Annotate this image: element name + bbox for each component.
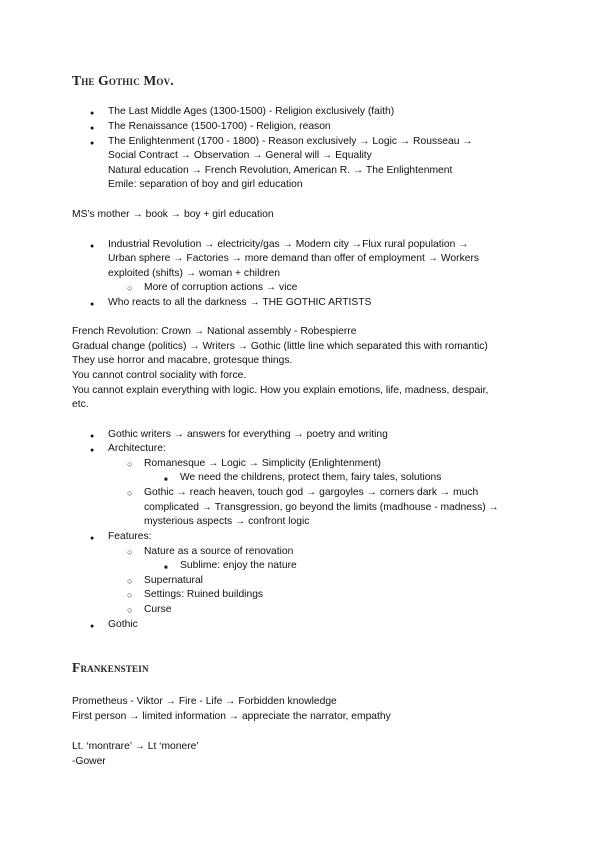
list-item-continuation: exploited (shifts) → woman + children	[108, 268, 280, 279]
bullet-icon	[90, 238, 94, 254]
sub-list-item: Settings: Ruined buildings	[144, 589, 264, 600]
paragraph-line: French Revolution: Crown → National assembly - Robespierre	[72, 326, 357, 337]
sub-list-item: Gothic → reach heaven, touch god → gargoyles → corners dark → much	[144, 487, 479, 498]
heading-frankenstein: Frankenstein	[72, 660, 149, 675]
sub-bullet-icon	[127, 588, 132, 602]
paragraph-line: etc.	[72, 399, 89, 410]
bullet-icon	[90, 618, 94, 634]
paragraph-line: Prometheus - Viktor → Fire - Life → Forbidden knowledge	[72, 696, 337, 707]
bullet-icon	[90, 296, 94, 312]
paragraph-line: First person → limited information → appreciate the narrator, empathy	[72, 711, 391, 722]
sub-bullet-icon	[127, 281, 132, 295]
list-item: Features:	[108, 531, 152, 542]
list-item: The Renaissance (1500-1700) - Religion, reason	[108, 121, 331, 132]
bullet-icon	[90, 530, 94, 546]
list-item-continuation: Social Contract → Observation → General will → Equality	[108, 150, 372, 161]
sub-list-item: Supernatural	[144, 575, 203, 586]
paragraph-line: You cannot explain everything with logic. How you explain emotions, life, madness, despair,	[72, 385, 489, 396]
sub-list-item: More of corruption actions → vice	[144, 282, 298, 293]
sub-list-item: Curse	[144, 604, 172, 615]
sub-bullet-icon	[127, 486, 132, 500]
list-item: Gothic	[108, 619, 138, 630]
square-bullet-icon	[164, 559, 168, 575]
list-item: The Enlightenment (1700 - 1800) - Reason exclusively → Logic → Rousseau →	[108, 136, 473, 147]
paragraph-line: They use horror and macabre, grotesque things.	[72, 355, 293, 366]
list-item-continuation: Emile: separation of boy and girl education	[108, 179, 303, 190]
list-item: The Last Middle Ages (1300-1500) - Religion exclusively (faith)	[108, 106, 395, 117]
sub-sub-list-item: Sublime: enjoy the nature	[180, 560, 297, 571]
list-item: Architecture:	[108, 443, 166, 454]
sub-sub-list-item: We need the childrens, protect them, fairy tales, solutions	[180, 472, 442, 483]
sub-bullet-icon	[127, 574, 132, 588]
sub-list-item-continuation: mysterious aspects → confront logic	[144, 516, 310, 527]
sub-bullet-icon	[127, 457, 132, 471]
bullet-icon	[90, 442, 94, 458]
paragraph-line: -Gower	[72, 756, 106, 767]
bullet-icon	[90, 120, 94, 136]
paragraph-line: Lt. ‘montrare’ → Lt ‘monere’	[72, 741, 199, 752]
sub-bullet-icon	[127, 545, 132, 559]
list-item: Industrial Revolution → electricity/gas → Modern city →Flux rural population →	[108, 239, 469, 250]
bullet-icon	[90, 135, 94, 151]
list-item: Gothic writers → answers for everything → poetry and writing	[108, 429, 388, 440]
sub-bullet-icon	[127, 603, 132, 617]
list-item-continuation: Natural education → French Revolution, American R. → The Enlightenment	[108, 165, 453, 176]
sub-list-item: Romanesque → Logic → Simplicity (Enlightenment)	[144, 458, 381, 469]
list-item: Who reacts to all the darkness → THE GOTHIC ARTISTS	[108, 297, 372, 308]
paragraph-line: MS’s mother → book → boy + girl education	[72, 209, 274, 220]
sub-list-item: Nature as a source of renovation	[144, 546, 294, 557]
bullet-icon	[90, 105, 94, 121]
list-item-continuation: Urban sphere → Factories → more demand than offer of employment → Workers	[108, 253, 480, 264]
paragraph-line: Gradual change (politics) → Writers → Gothic (little line which separated this with romantic)	[72, 341, 488, 352]
heading-gothic-movement: The Gothic Mov.	[72, 73, 174, 88]
sub-list-item-continuation: complicated → Transgression, go beyond the limits (madhouse - madness) →	[144, 502, 499, 513]
square-bullet-icon	[164, 471, 168, 487]
paragraph-line: You cannot control sociality with force.	[72, 370, 247, 381]
